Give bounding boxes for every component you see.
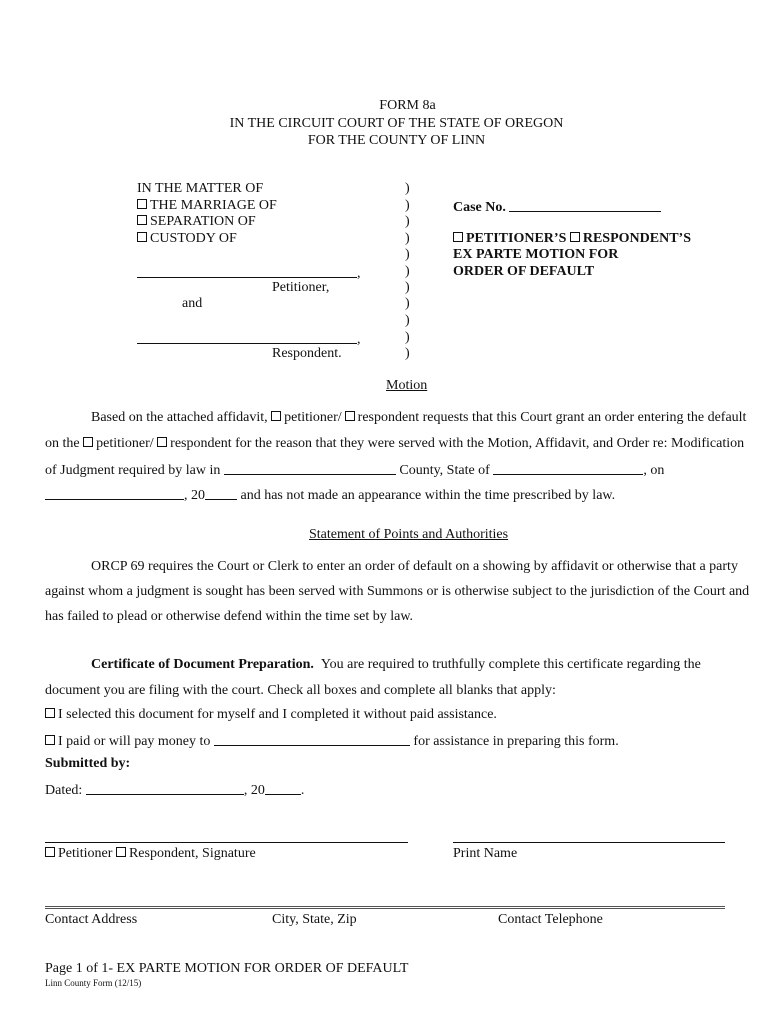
checkbox-icon[interactable] — [271, 411, 281, 421]
city-state-zip-label: City, State, Zip — [272, 912, 357, 927]
document-title-line1: PETITIONER’S RESPONDENT’S — [453, 231, 691, 247]
print-name-label: Print Name — [453, 846, 518, 861]
service-year-field[interactable] — [205, 486, 237, 500]
checkbox-icon[interactable] — [83, 437, 93, 447]
checkbox-icon[interactable] — [137, 215, 147, 225]
checkbox-icon[interactable] — [137, 232, 147, 242]
motion-line-4: , 20 and has not made an appearance within the time prescribed by law. — [45, 486, 615, 504]
county-title: FOR THE COUNTY OF LINN — [307, 133, 486, 148]
certificate-intro-line-1: Certificate of Document Preparation. You are required to truthfully complete this certificate regarding the — [91, 657, 701, 672]
contact-line[interactable] — [45, 906, 725, 909]
certificate-option-1[interactable]: I selected this document for myself and I completed it without paid assistance. — [45, 707, 497, 723]
respondent-name-field[interactable]: , — [137, 330, 361, 348]
checkbox-icon[interactable] — [116, 847, 126, 857]
submitted-by-label: Submitted by: — [45, 756, 131, 771]
petitioner-label: Petitioner, — [272, 280, 330, 295]
points-line-3: has failed to plead or otherwise defend within the time set by law. — [45, 609, 414, 624]
motion-heading: Motion — [386, 378, 428, 393]
document-title-line3: ORDER OF DEFAULT — [453, 264, 595, 279]
points-line-2: against whom a judgment is sought has been served with Summons or is otherwise subject to the jurisdiction of the Court and — [45, 584, 750, 599]
option-marriage[interactable]: THE MARRIAGE OF — [137, 198, 277, 214]
checkbox-icon[interactable] — [345, 411, 355, 421]
checkbox-icon[interactable] — [157, 437, 167, 447]
petitioner-name-field[interactable]: , — [137, 264, 361, 282]
motion-line-2: on the petitioner/ respondent for the reason that they were served with the Motion, Affidavit, and Order re: Modification — [45, 436, 745, 451]
state-field[interactable] — [493, 461, 643, 475]
service-date-field[interactable] — [45, 486, 184, 500]
checkbox-icon[interactable] — [570, 232, 580, 242]
motion-line-1: Based on the attached affidavit, petitioner/ respondent requests that this Court grant an order entering the default — [91, 410, 747, 425]
signature-line[interactable] — [45, 842, 408, 843]
page-footer: Page 1 of 1- EX PARTE MOTION FOR ORDER OF DEFAULT — [45, 961, 409, 976]
checkbox-icon[interactable] — [45, 735, 55, 745]
option-separation[interactable]: SEPARATION OF — [137, 214, 256, 230]
points-heading: Statement of Points and Authorities — [309, 527, 509, 542]
signature-role-label: Petitioner Respondent, Signature — [45, 846, 256, 862]
points-line-1: ORCP 69 requires the Court or Clerk to enter an order of default on a showing by affidavit or otherwise that a party — [91, 559, 738, 574]
checkbox-icon[interactable] — [137, 199, 147, 209]
certificate-option-2[interactable]: I paid or will pay money to for assistance in preparing this form. — [45, 732, 619, 750]
contact-telephone-label: Contact Telephone — [498, 912, 603, 927]
option-custody[interactable]: CUSTODY OF — [137, 231, 237, 247]
form-id: Linn County Form (12/15) — [45, 978, 142, 988]
court-title: IN THE CIRCUIT COURT OF THE STATE OF OREGON — [229, 116, 564, 131]
matter-label: IN THE MATTER OF — [137, 181, 264, 196]
document-title-line2: EX PARTE MOTION FOR — [453, 247, 619, 262]
checkbox-icon[interactable] — [45, 847, 55, 857]
checkbox-icon[interactable] — [45, 708, 55, 718]
case-number-field[interactable]: Case No. — [453, 198, 661, 216]
certificate-intro-line-2: document you are filing with the court. Check all boxes and complete all blanks that apply: — [45, 683, 556, 698]
dated-field[interactable]: Dated: , 20 . — [45, 783, 305, 798]
form-number: FORM 8a — [379, 98, 436, 113]
motion-line-3: of Judgment required by law in County, State of , on — [45, 463, 665, 478]
contact-address-label: Contact Address — [45, 912, 138, 927]
county-field[interactable] — [224, 461, 396, 475]
and-label: and — [182, 296, 203, 311]
paid-preparer-field[interactable] — [214, 732, 410, 746]
respondent-label: Respondent. — [272, 346, 342, 361]
print-name-line[interactable] — [453, 842, 725, 843]
checkbox-icon[interactable] — [453, 232, 463, 242]
